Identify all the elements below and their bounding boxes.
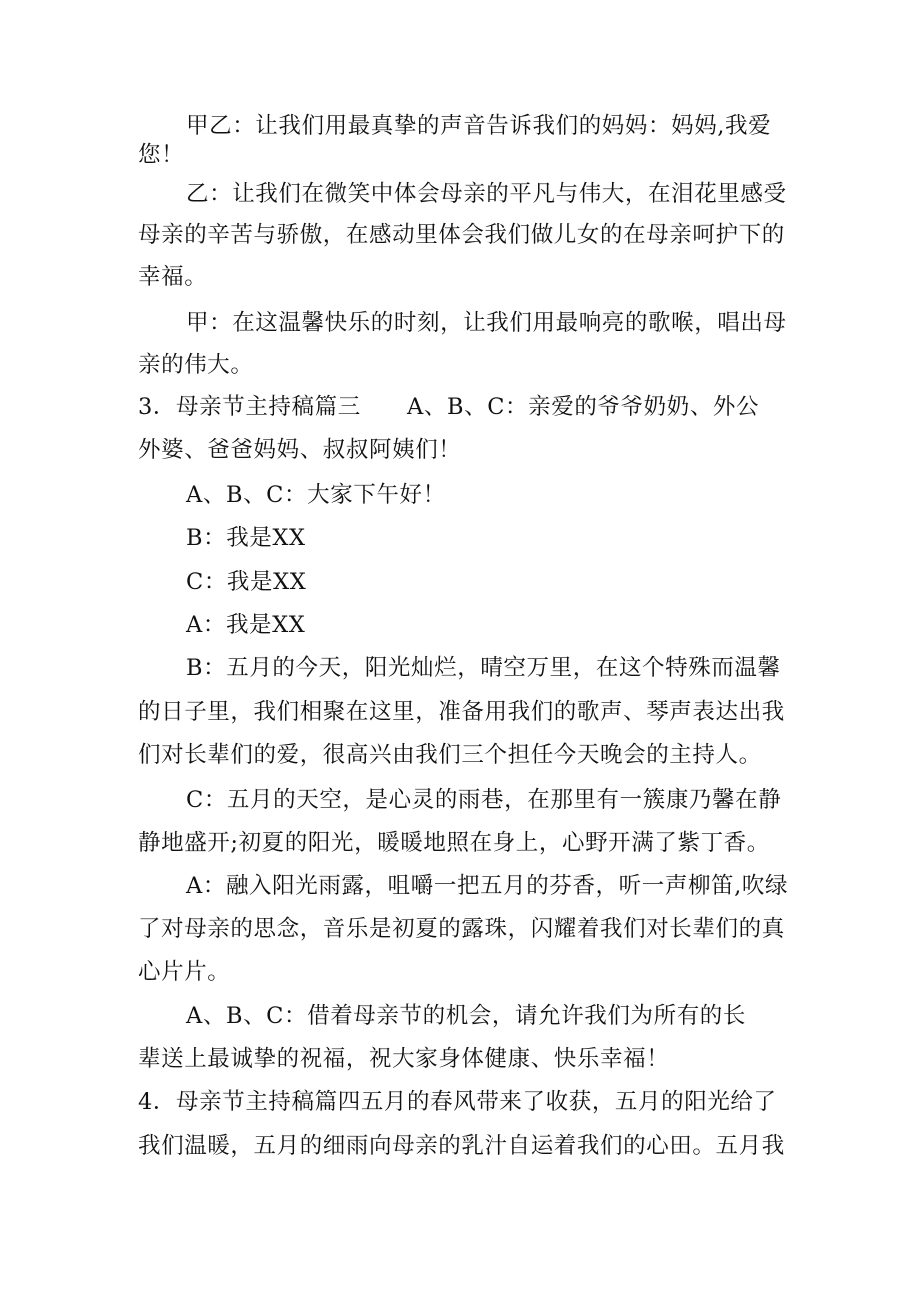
text-line: 母亲的辛苦与骄傲，在感动里体会我们做儿女的在母亲呵护下的 bbox=[138, 222, 785, 248]
text-line: 您！ bbox=[138, 142, 185, 168]
text-line: 亲的伟大。 bbox=[138, 352, 254, 378]
text-line: A、B、C：大家下午好！ bbox=[186, 482, 446, 508]
text-line: B：五月的今天，阳光灿烂，晴空万里，在这个特殊而温馨 bbox=[186, 655, 781, 681]
text-line: C：我是XX bbox=[186, 569, 307, 595]
section-heading-line: 4．母亲节主持稿篇四五月的春风带来了收获，五月的阳光给了 bbox=[138, 1089, 777, 1115]
text-line: 的日子里，我们相聚在这里，准备用我们的歌声、琴声表达出我 bbox=[138, 699, 785, 725]
text-line: 甲乙：让我们用最真挚的声音告诉我们的妈妈：妈妈,我爱 bbox=[186, 113, 772, 139]
text-line: 静地盛开;初夏的阳光，暖暖地照在身上，心野开满了紫丁香。 bbox=[138, 830, 770, 856]
text-line: 外婆、爸爸妈妈、叔叔阿姨们！ bbox=[138, 437, 462, 463]
section-heading-line: 3．母亲节主持稿篇三 A、B、C：亲爱的爷爷奶奶、外公 bbox=[138, 394, 760, 420]
text-line: 辈送上最诚挚的祝福，祝大家身体健康、快乐幸福！ bbox=[138, 1046, 670, 1072]
text-line: A：融入阳光雨露，咀嚼一把五月的芬香，听一声柳笛,吹绿 bbox=[186, 873, 789, 899]
text-line: C：五月的天空，是心灵的雨巷，在那里有一簇康乃馨在静 bbox=[186, 787, 782, 813]
text-line: 我们温暖，五月的细雨向母亲的乳汁自运着我们的心田。五月我 bbox=[138, 1133, 785, 1159]
text-line: 们对长辈们的爱，很高兴由我们三个担任今天晚会的主持人。 bbox=[138, 742, 762, 768]
text-line: 心片片。 bbox=[138, 959, 231, 985]
text-line: 甲：在这温馨快乐的时刻，让我们用最响亮的歌喉，唱出母 bbox=[186, 310, 787, 336]
text-line: A、B、C：借着母亲节的机会，请允许我们为所有的长 bbox=[186, 1003, 746, 1029]
text-line: A：我是XX bbox=[186, 612, 306, 638]
text-line: B：我是XX bbox=[186, 525, 306, 551]
text-line: 了对母亲的思念，音乐是初夏的露珠，闪耀着我们对长辈们的真 bbox=[138, 916, 785, 942]
text-line: 幸福。 bbox=[138, 264, 208, 290]
text-line: 乙：让我们在微笑中体会母亲的平凡与伟大，在泪花里感受 bbox=[186, 181, 787, 207]
